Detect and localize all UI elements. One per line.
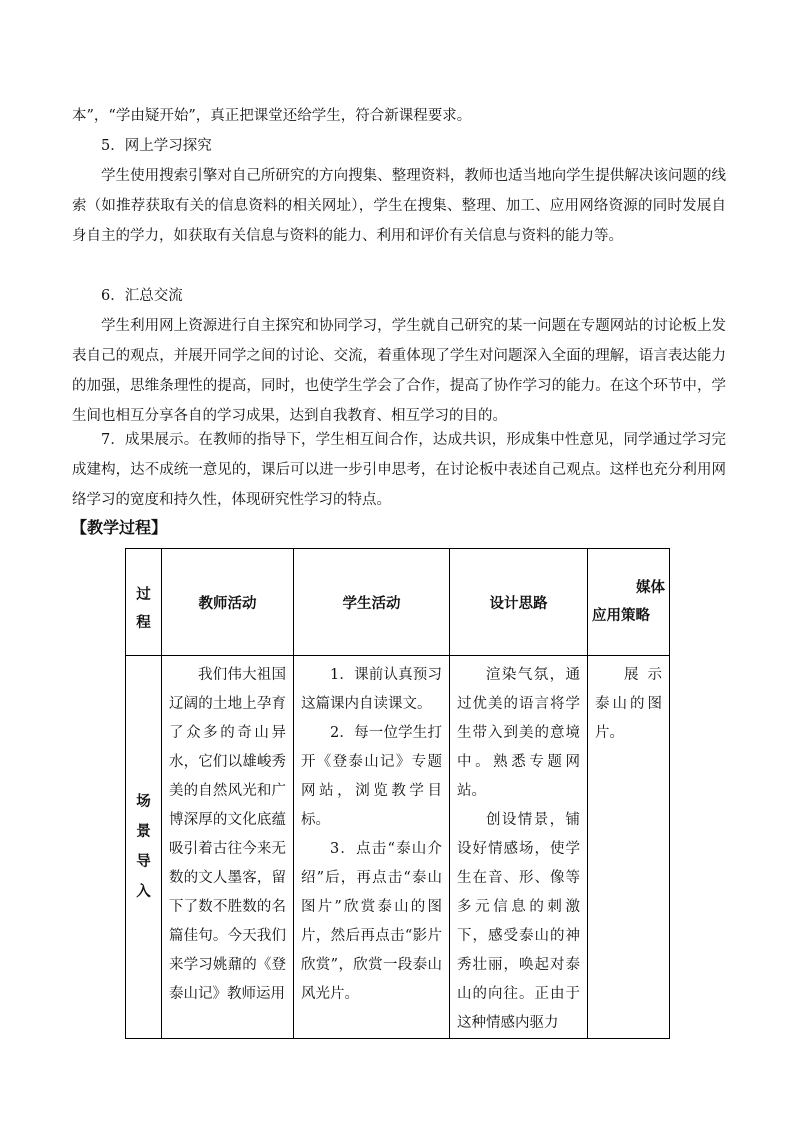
header-design-idea: 设计思路	[450, 549, 588, 656]
header-media-strategy: 媒体 应用策略	[588, 549, 670, 656]
section-6-title: 6．汇总交流	[101, 288, 183, 304]
cell-media-strategy: 展示泰山的图片。	[588, 656, 670, 1039]
cell-teacher-activity: 我们伟大祖国辽阔的土地上孕育了众多的奇山异水，它们以雄峻秀美的自然风光和广博深厚的文化底蕴吸引着古往今来无数的文人墨客，留下了数不胜数的名篇佳句。今天我们来学习姚鼐的《登泰山记》教师运用	[162, 656, 294, 1039]
header-process: 过 程	[126, 549, 162, 656]
cell-design-idea: 渲染气氛，通过优美的语言将学生带入到美的意境中。熟悉专题网站。 创设情景，铺设好情感场，使学生在音、形、像等多元信息的刺激下，感受泰山的神秀壮丽，唤起对泰山的向往。正由于这种情感内驱力	[450, 656, 588, 1039]
section-5-title: 5．网上学习探究	[101, 138, 212, 154]
row-label-scene-intro: 场 景 导 入	[126, 656, 162, 1039]
table-header-row	[126, 549, 670, 656]
teaching-process-table	[125, 548, 670, 1039]
section-7-body: 7．成果展示。在教师的指导下，学生相互间合作，达成共识，形成集中性意见，同学通过学习完成建构，达不成统一意见的，课后可以进一步引申思考，在讨论板中表述自己观点。这样也充分利用网络学习的宽度和持久性，体现研究性学习的特点。	[72, 432, 726, 508]
cell-student-activity: 1．课前认真预习这篇课内自读课文。 2．每一位学生打开《登泰山记》专题网站，浏览教学目标。 3．点击“泰山介绍”后，再点击“泰山图片”欣赏泰山的图片，然后再点击“影片欣赏”，欣赏一段泰山风光片。	[294, 656, 450, 1039]
paragraph-continuation: 本”，“学由疑开始”，真正把课堂还给学生，符合新课程要求。	[72, 108, 472, 124]
teaching-process-heading: 【教学过程】	[71, 518, 168, 537]
section-6-body: 学生利用网上资源进行自主探究和协同学习，学生就自己研究的某一问题在专题网站的讨论板上发表自己的观点，并展开同学之间的讨论、交流，着重体现了学生对问题深入全面的理解，语言表达能力的加强，思维条理性的提高，同时，也使学生学会了合作，提高了协作学习的能力。在这个环节中，学生间也相互分享各自的学习成果，达到自我教育、相互学习的目的。	[72, 318, 726, 424]
header-student-activity: 学生活动	[294, 549, 450, 656]
table-row	[126, 656, 670, 1039]
header-teacher-activity: 教师活动	[162, 549, 294, 656]
section-5-body: 学生使用搜索引擎对自己所研究的方向搜集、整理资料，教师也适当地向学生提供解决该问题的线索（如推荐获取有关的信息资料的相关网址），学生在搜集、整理、加工、应用网络资源的同时发展自身自主的学力，如获取有关信息与资料的能力、利用和评价有关信息与资料的能力等。	[72, 168, 726, 244]
